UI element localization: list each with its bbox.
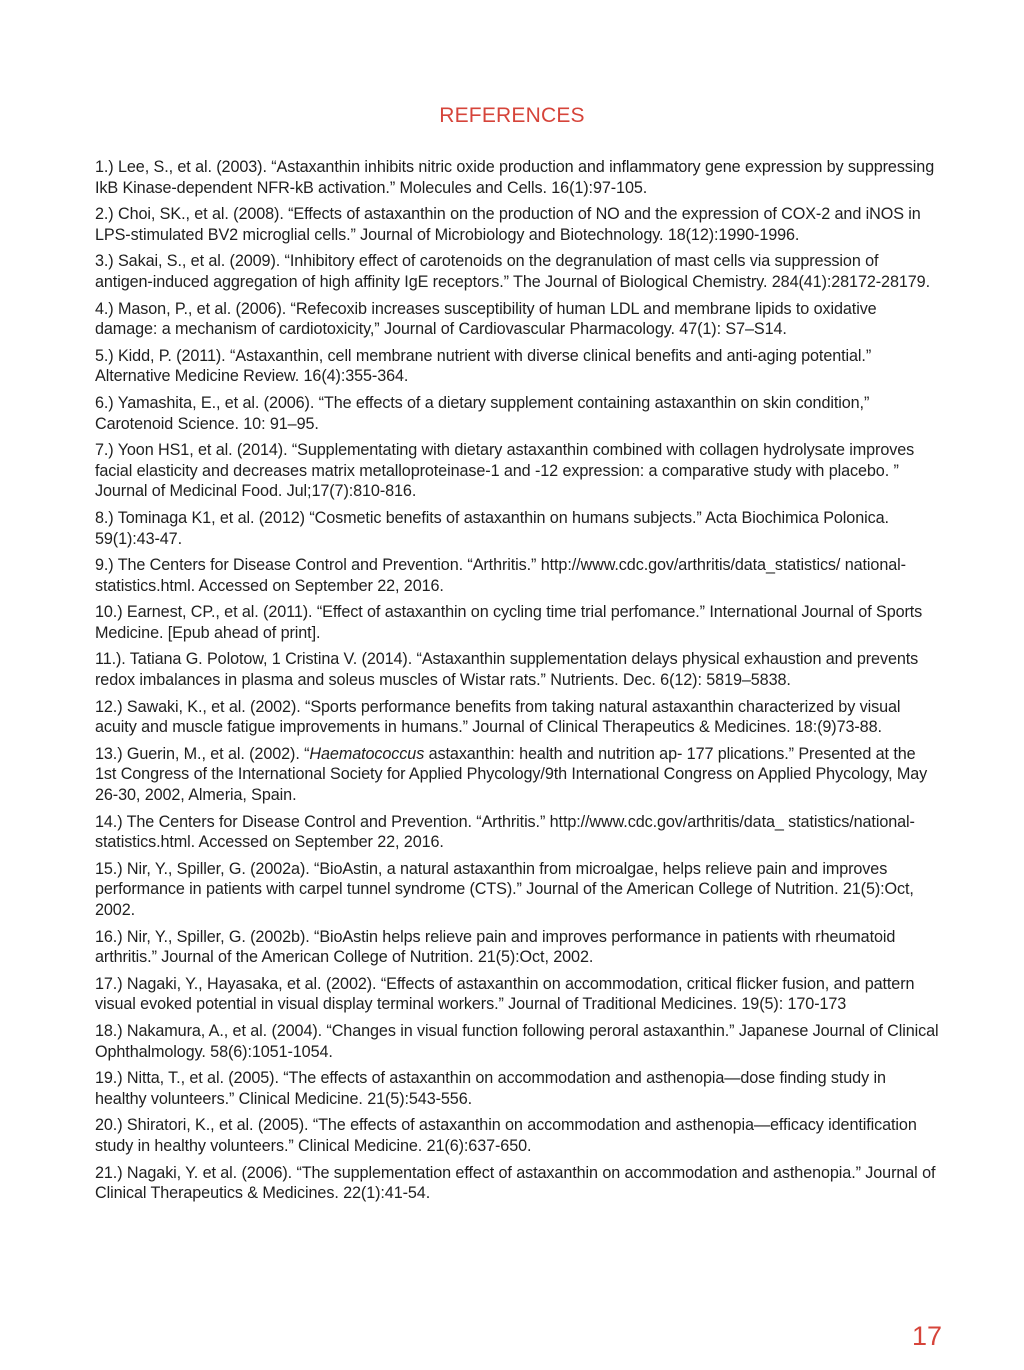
reference-item-21: 21.) Nagaki, Y. et al. (2006). “The supplementation effect of astaxanthin on accommodation and asthenopia.” Journal of Clinical Therapeutics & Medicines. 22(1):41-54. bbox=[95, 1163, 936, 1203]
reference-13-rest: astaxanthin: health and nutrition ap- 177 plications.” Presented at the 1st Congress of the International Society for Applied Phycology/9th International Congress on Applied Phycology, May 26-30, 2002, Almeria, Spain. bbox=[95, 744, 928, 805]
reference-item-13 bbox=[95, 744, 940, 806]
reference-item-5: 5.) Kidd, P. (2011). “Astaxanthin, cell membrane nutrient with diverse clinical benefits and anti-aging potential.” Alternative Medicine Review. 16(4):355-364. bbox=[95, 346, 872, 386]
reference-item-14: 14.) The Centers for Disease Control and Prevention. “Arthritis.” http://www.cdc.gov/arthritis/data_ statistics/national-statistics.html. Accessed on September 22, 2016. bbox=[95, 812, 915, 852]
reference-item-2: 2.) Choi, SK., et al. (2008). “Effects of astaxanthin on the production of NO and the expression of COX-2 and iNOS in LPS-stimulated BV2 microglial cells.” Journal of Microbiology and Biotechnology. 18(12):1990-1996. bbox=[95, 205, 921, 244]
reference-item-17: 17.) Nagaki, Y., Hayasaka, et al. (2002). “Effects of astaxanthin on accommodation, critical flicker fusion, and pattern visual evoked potential in visual display terminal workers.” Journal of Traditional Medicines. 19(5): 170-173 bbox=[95, 974, 915, 1014]
reference-item-16: 16.) Nir, Y., Spiller, G. (2002b). “BioAstin helps relieve pain and improves performance in patients with rheumatoid arthritis.” Journal of the American College of Nutrition. 21(5):Oct, 2002. bbox=[95, 927, 896, 967]
reference-list bbox=[95, 157, 940, 1210]
reference-item-20: 20.) Shiratori, K., et al. (2005). “The effects of astaxanthin on accommodation and asthenopia—efficacy identification study in healthy volunteers.” Clinical Medicine. 21(6):637-650. bbox=[95, 1116, 917, 1155]
reference-item-4: 4.) Mason, P., et al. (2006). “Refecoxib increases susceptibility of human LDL and membrane lipids to oxidative damage: a mechanism of cardiotoxicity,” Journal of Cardiovascular Pharmacology. 47(1): S7–S14. bbox=[95, 299, 877, 339]
page-number: 17 bbox=[911, 1321, 942, 1351]
reference-item-18: 18.) Nakamura, A., et al. (2004). “Changes in visual function following peroral astaxanthin.” Japanese Journal of Clinical Ophthalmology. 58(6):1051-1054. bbox=[95, 1021, 939, 1061]
reference-item-11: 11.). Tatiana G. Polotow, 1 Cristina V. (2014). “Astaxanthin supplementation delays physical exhaustion and prevents redox imbalances in plasma and soleus muscles of Wistar rats.” Nutrients. Dec. 6(12): 5819–5838. bbox=[95, 650, 919, 690]
reference-13-species: Haematococcus bbox=[309, 744, 425, 763]
reference-item-7: 7.) Yoon HS1, et al. (2014). “Supplementating with dietary astaxanthin combined with collagen hydrolysate improves facial elasticity and decreases matrix metalloproteinase-1 and -12 expression: a comparative study with placebo. ” Journal of Medicinal Food. Jul;17(7):810-816. bbox=[95, 441, 915, 501]
reference-item-10: 10.) Earnest, CP., et al. (2011). “Effect of astaxanthin on cycling time trial perfomance.” International Journal of Sports Medicine. [Epub ahead of print]. bbox=[95, 603, 923, 642]
reference-13-lead: 13.) Guerin, M., et al. (2002). “ bbox=[95, 744, 310, 763]
reference-item-3: 3.) Sakai, S., et al. (2009). “Inhibitory effect of carotenoids on the degranulation of mast cells via suppression of antigen-induced aggregation of high affinity IgE receptors.” The Journal of Biological Chemistry. 284(41):28172-28179. bbox=[95, 252, 930, 291]
page-title: REFERENCES bbox=[439, 104, 585, 127]
reference-item-19: 19.) Nitta, T., et al. (2005). “The effects of astaxanthin on accommodation and asthenopia—dose finding study in healthy volunteers.” Clinical Medicine. 21(5):543-556. bbox=[95, 1069, 886, 1108]
reference-item-15: 15.) Nir, Y., Spiller, G. (2002a). “BioAstin, a natural astaxanthin from microalgae, helps relieve pain and improves performance in patients with carpel tunnel syndrome (CTS).” Journal of the American College of Nutrition. 21(5):Oct, 2002. bbox=[95, 859, 914, 919]
reference-item-6: 6.) Yamashita, E., et al. (2006). “The effects of a dietary supplement containing astaxanthin on skin condition,” Carotenoid Science. 10: 91–95. bbox=[95, 393, 870, 433]
reference-item-12: 12.) Sawaki, K., et al. (2002). “Sports performance benefits from taking natural astaxanthin characterized by visual acuity and muscle fatigue improvements in humans.” Journal of Clinical Therapeutics & Medicines. 18:(9)73-88. bbox=[95, 697, 901, 737]
reference-item-1: 1.) Lee, S., et al. (2003). “Astaxanthin inhibits nitric oxide production and inflammatory gene expression by suppressing IkB Kinase-dependent NFR-kB activation.” Molecules and Cells. 16(1):97-105. bbox=[95, 158, 935, 197]
reference-item-8: 8.) Tominaga K1, et al. (2012) “Cosmetic benefits of astaxanthin on humans subjects.” Acta Biochimica Polonica. 59(1):43-47. bbox=[95, 508, 889, 548]
reference-item-9: 9.) The Centers for Disease Control and Prevention. “Arthritis.” http://www.cdc.gov/arthritis/data_statistics/ national-statistics.html. Accessed on September 22, 2016. bbox=[95, 556, 906, 595]
